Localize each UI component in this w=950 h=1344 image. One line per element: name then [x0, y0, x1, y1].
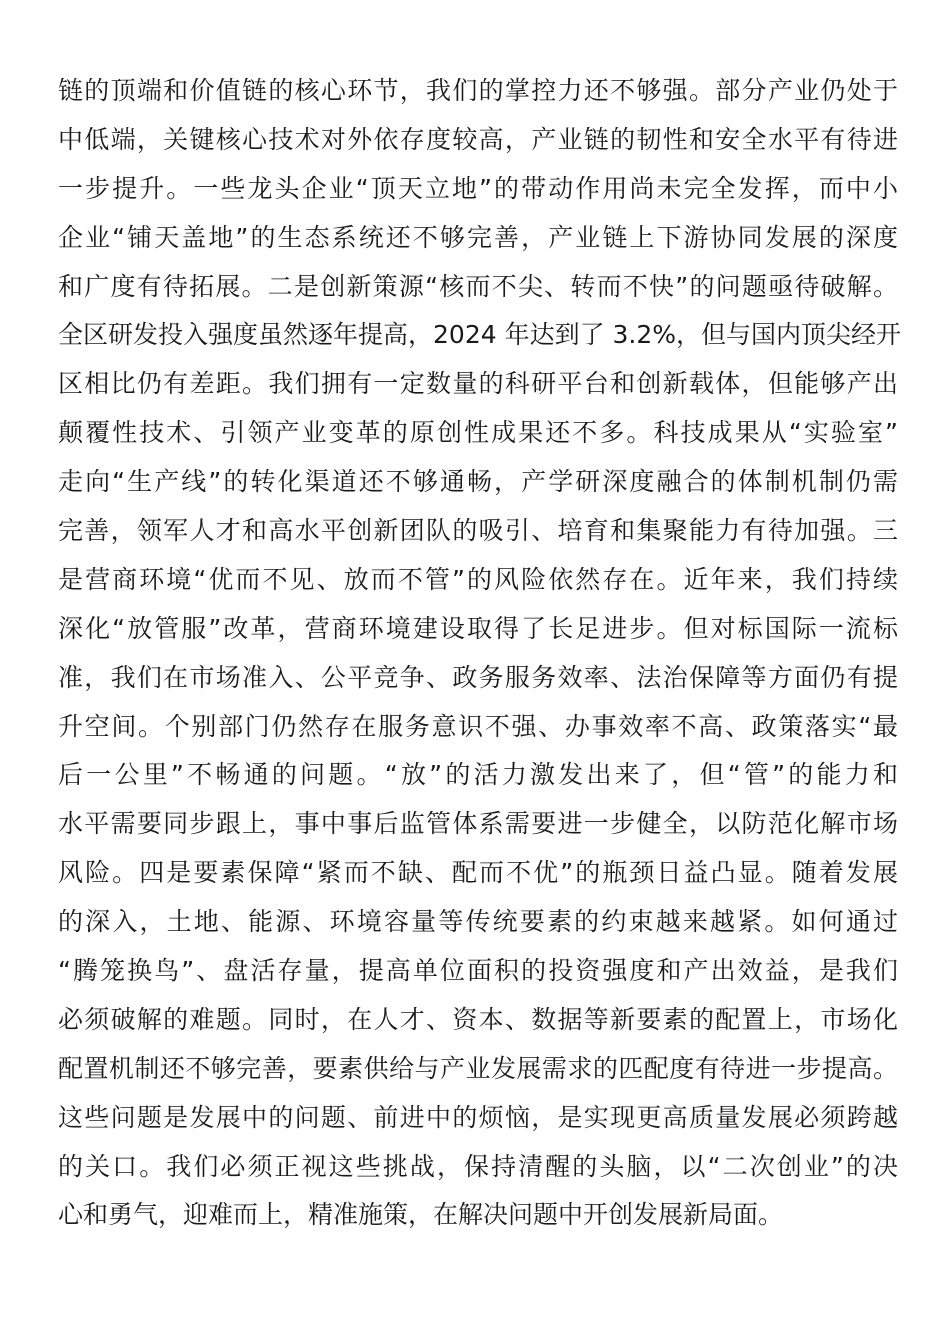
- text-line: 的关口。我们必须正视这些挑战，保持清醒的头脑，以“二次创业”的决: [58, 1151, 898, 1181]
- text-line: 企业“铺天盖地”的生态系统还不够完善，产业链上下游协同发展的深度: [58, 222, 898, 252]
- text-line: 区相比仍有差距。我们拥有一定数量的科研平台和创新载体，但能够产出: [58, 369, 898, 399]
- body-paragraph: [58, 67, 902, 1240]
- text-line: 这些问题是发展中的问题、前进中的烦恼，是实现更高质量发展必须跨越: [58, 1102, 898, 1132]
- text-line: 的深入，土地、能源、环境容量等传统要素的约束越来越紧。如何通过: [58, 907, 898, 937]
- text-line: 水平需要同步跟上，事中事后监管体系需要进一步健全，以防范化解市场: [58, 809, 898, 839]
- text-line: 颠覆性技术、引领产业变革的原创性成果还不多。科技成果从“实验室”: [58, 418, 898, 448]
- text-line: 心和勇气，迎难而上，精准施策，在解决问题中开创发展新局面。: [58, 1200, 784, 1230]
- text-line: 后一公里”不畅通的问题。“放”的活力激发出来了，但“管”的能力和: [58, 760, 898, 790]
- text-line: 一步提升。一些龙头企业“顶天立地”的带动作用尚未完全发挥，而中小: [58, 173, 898, 203]
- text-line: 升空间。个别部门仍然存在服务意识不强、办事效率不高、政策落实“最: [58, 711, 898, 741]
- text-line: 是营商环境“优而不见、放而不管”的风险依然存在。近年来，我们持续: [58, 564, 898, 594]
- text-line: 完善，领军人才和高水平创新团队的吸引、培育和集聚能力有待加强。三: [58, 516, 898, 546]
- text-line: 准，我们在市场准入、公平竞争、政务服务效率、法治保障等方面仍有提: [58, 662, 898, 692]
- text-line: 深化“放管服”改革，营商环境建设取得了长足进步。但对标国际一流标: [58, 613, 898, 643]
- text-line: 配置机制还不够完善，要素供给与产业发展需求的匹配度有待进一步提高。: [58, 1053, 898, 1083]
- text-line: “腾笼换鸟”、盘活存量，提高单位面积的投资强度和产出效益，是我们: [58, 956, 898, 986]
- text-line: 全区研发投入强度虽然逐年提高，2024 年达到了 3.2%，但与国内顶尖经开: [58, 320, 902, 350]
- text-line: 和广度有待拓展。二是创新策源“核而不尖、转而不快”的问题亟待破解。: [58, 271, 898, 301]
- text-line: 链的顶端和价值链的核心环节，我们的掌控力还不够强。部分产业仍处于: [58, 76, 898, 105]
- text-line: 风险。四是要素保障“紧而不缺、配而不优”的瓶颈日益凸显。随着发展: [58, 858, 898, 888]
- text-line: 中低端，关键核心技术对外依存度较高，产业链的韧性和安全水平有待进: [58, 124, 898, 154]
- text-line: 必须破解的难题。同时，在人才、资本、数据等新要素的配置上，市场化: [58, 1004, 898, 1034]
- text-line: 走向“生产线”的转化渠道还不够通畅，产学研深度融合的体制机制仍需: [58, 467, 898, 497]
